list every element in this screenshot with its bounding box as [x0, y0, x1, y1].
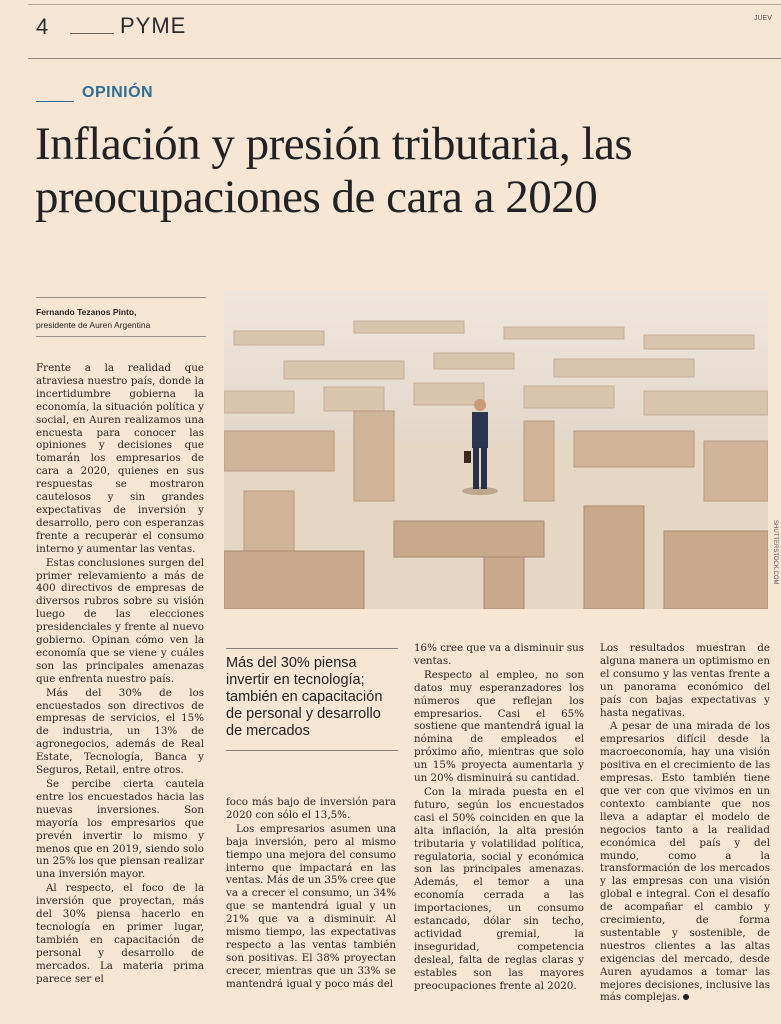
paragraph: Frente a la realidad que atraviesa nuestro país, donde la incertidumbre gobierna la economía, la situación política y social, en Auren realizamos una encuesta para conocer las opiniones y decisiones que tomarán los empresarios de cara a 2020, quienes en sus respuestas se mostraron cautelosos y sin grandes expectativas de inversión y desarrollo, pero con esperanzas frente a recuperar el consumo interno y aumentar las ventas.	[36, 362, 204, 555]
byline-rule-bottom	[36, 336, 206, 337]
maze-illustration	[224, 291, 768, 609]
paragraph: 16% cree que va a disminuir sus ventas.	[414, 642, 584, 667]
byline-rule-top	[36, 297, 206, 298]
kicker: OPINIÓN	[82, 84, 154, 101]
pull-quote: Más del 30% piensa invertir en tecnología; también en capacitación de personal y desarrollo de mercados	[226, 655, 383, 739]
maze-photo	[224, 291, 768, 609]
paragraph: Más del 30% de los encuestados son directivos de empresas de servicios, el 15% de industria, un 13% de agronegocios, además de Real Estate, Tecnología, Banca y Seguros, Retail, entre otros.	[36, 686, 204, 777]
paragraph: Los resultados muestran de alguna manera un optimismo en el consumo y las ventas frente a un panorama económico del país con bajas expectativas y hasta negativas.	[600, 642, 770, 719]
page-number: 4	[36, 14, 49, 39]
article-column-1	[36, 362, 204, 986]
paragraph-text: A pesar de una mirada de los empresarios difícil desde la macroeconomía, hay una visión positiva en el crecimiento de las empresas. Esto también tiene que ver con que vivimos en un contexto cambiante que nos lleva a adaptar el modelo de negocios tanto a la realidad económica del país y del mundo, como a la transformación de los mercados y las empresas con una visión global e integral. Con el desafío de acompañar el cambio y crecimiento, de forma sustentable y sostenible, de nuestros clientes a las altas exigencias del mercado, desde Auren ayudamos a tomar las mejores decisiones, inclusive las más complejas.	[600, 720, 770, 1004]
paragraph	[600, 720, 770, 1004]
paragraph: Los empresarios asumen una baja inversión, pero al mismo tiempo una mejora del consumo interno que impactará en las ventas. Más de un 35% cree que va a crecer el consumo, un 34% que se mantendrá igual y un 21% que va a disminuir. Al mismo tiempo, las expectativas respecto a las ventas también son positivas. El 38% proyectan crecer, mientras que un 33% se mantendrá igual y poco más del	[226, 822, 397, 990]
pull-quote-rule-bottom	[226, 750, 398, 751]
kicker-rule	[36, 101, 74, 102]
headline: Inflación y presión tributaria, las preocupaciones de cara a 2020	[35, 118, 633, 223]
header-rule	[28, 58, 781, 59]
byline-author: Fernando Tezanos Pinto,	[36, 307, 137, 317]
photo-credit: SHUTTERSTOCK.COM	[772, 520, 778, 585]
article-column-2	[226, 796, 396, 991]
paragraph: Estas conclusiones surgen del primer relevamiento a más de 400 directivos de empresas de diversos rubros sobre su visión luego de las elecciones presidenciales y frente al nuevo gobierno. Opinan cómo ven la economía que se viene y cuáles son las principales amenazas que enfrenta nuestro país.	[36, 556, 204, 685]
pull-quote-rule-top	[226, 648, 398, 649]
paragraph: Respecto al empleo, no son datos muy esperanzadores los números que reflejan los empresarios. Casi el 65% sostiene que mantendrá igual la nómina de empleados el próximo año, mientras que solo un 15% proyecta aumentarla y un 20% disminuirá su cantidad.	[414, 668, 584, 785]
paragraph: Se percibe cierta cautela entre los encuestados hacia las nuevas inversiones. Son mayoría los empresarios que prevén invertir lo mismo y menos que en 2019, siendo solo un 25% los que piensan realizar una inversión mayor.	[36, 778, 204, 881]
end-mark-icon	[683, 994, 689, 1000]
top-rule	[28, 4, 781, 5]
article-column-3	[414, 642, 584, 992]
date-edge: JUEV	[754, 15, 772, 22]
paragraph: Al respecto, el foco de la inversión que proyectan, más del 30% piensa hacerlo en tecnología en primer lugar, también en capacitación de personal y desarrollo de mercados. La materia prima parece ser el	[36, 882, 204, 985]
paragraph: Con la mirada puesta en el futuro, según los encuestados casi el 50% coinciden en que la alta inflación, la alta presión tributaria y volatilidad política, regulatoria, social y económica son las principales amenazas. Además, el temor a una economía cerrada a las importaciones, un consumo estancado, dólar sin techo, actividad gremial, la inseguridad, competencia desleal, falta de reglas claras y estables son las mayores preocupaciones frente al 2020.	[414, 785, 584, 992]
section-name: PYME	[120, 13, 187, 38]
byline-role: presidente de Auren Argentina	[36, 320, 151, 330]
section-rule	[70, 33, 114, 34]
article-column-4	[600, 642, 770, 1004]
paragraph: foco más bajo de inversión para 2020 con sólo el 13,5%.	[226, 796, 396, 821]
